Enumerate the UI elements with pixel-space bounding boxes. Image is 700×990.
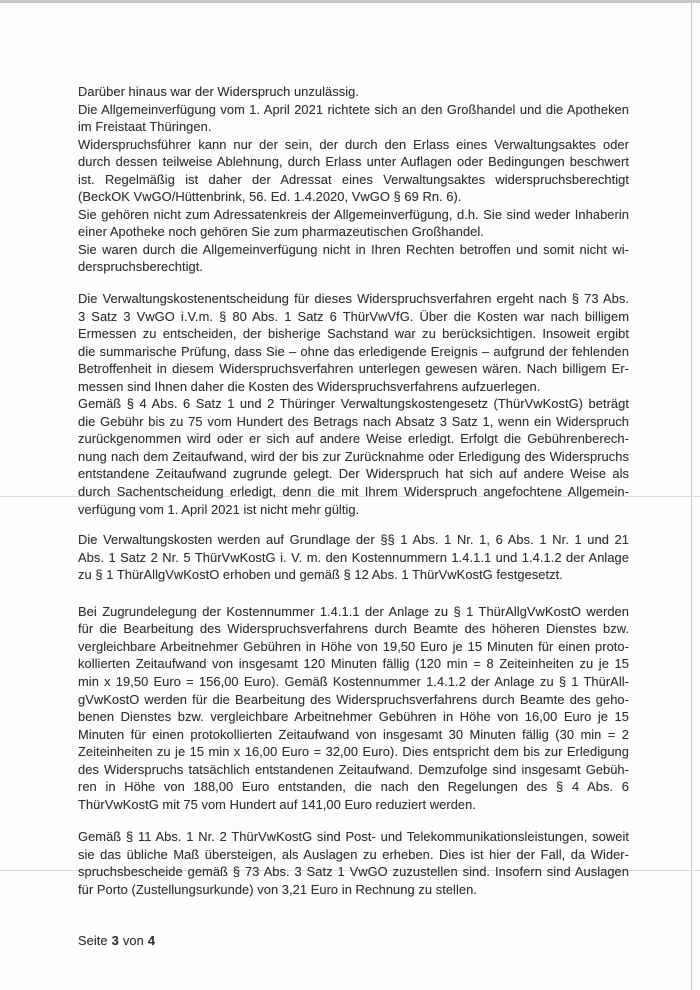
section-cost-decision: [78, 290, 629, 518]
text-line: ThürVwKostG mit 75 vom Hundert auf 141,00 Euro reduziert werden.: [78, 796, 476, 812]
text-line: Betroffenheit in diesem Widerspruchsverfahren unterlegen gewesen wären. Nach billigem Er-: [78, 361, 629, 377]
text-line: nung nach dem Zeitaufwand, wird der bis zur Zurücknahme oder Erledigung des Widerspruchs: [78, 448, 629, 464]
text-line: die Gebühr bis zu 75 vom Hundert des Betrags nach Absatz 3 Satz 1, wenn ein Widerspruch: [78, 413, 629, 429]
text-line: Minuten für einen protokollierten Zeitaufwand von insgesamt 30 Minuten fällig (30 min = 2: [78, 726, 629, 742]
text-line: entstandene Zeitaufwand zugrunde gelegt. Der Widerspruch hat sich auf andere Weise als: [78, 466, 629, 482]
page-footer: [78, 932, 629, 950]
section-legal-basis: [78, 531, 629, 584]
section-postage-expenses: [78, 828, 629, 898]
text-line: Gemäß § 11 Abs. 1 Nr. 2 ThürVwKostG sind Post- und Telekommunikationsleistungen, soweit: [78, 829, 629, 845]
text-line: messen sind Ihnen daher die Kosten des Widerspruchsverfahrens aufzuerlegen.: [78, 378, 541, 394]
text-line: Sie waren durch die Allgemeinverfügung nicht in Ihren Rechten betroffen und somit nicht wi-: [78, 241, 629, 257]
text-line: Sie gehören nicht zum Adressatenkreis der Allgemeinverfügung, d.h. Sie sind weder Inhaberin: [78, 206, 629, 222]
text-line: ist. Regelmäßig ist daher der Adressat eines Verwaltungsaktes widerspruchsberechtigt: [78, 171, 629, 187]
text-line: Darüber hinaus war der Widerspruch unzulässig.: [78, 84, 360, 99]
text-line: Abs. 1 Satz 2 Nr. 5 ThürVwKostG i. V. m. den Kostennummern 1.4.1.1 und 1.4.1.2 der Anlage: [78, 549, 629, 565]
text-line: zurückgenommen wird oder er sich auf andere Weise erledigt. Erfolgt die Gebührenberech-: [78, 431, 629, 447]
text-line: für die Bearbeitung des Widerspruchsverfahrens durch Beamte des höheren Dienstes bzw.: [78, 621, 629, 637]
text-line: Bei Zugrundelegung der Kostennummer 1.4.1.1 der Anlage zu § 1 ThürAllgVwKostO werden: [78, 603, 629, 619]
text-line: für Porto (Zustellungsurkunde) von 3,21 Euro in Rechnung zu stellen.: [78, 881, 477, 897]
text-line: die summarische Prüfung, dass Sie – ohne das erledigende Ereignis – aufgrund der fehlenden: [78, 343, 629, 359]
text-line: Die Verwaltungskosten werden auf Grundlage der §§ 1 Abs. 1 Nr. 1, 6 Abs. 1 Nr. 1 und 21: [78, 532, 629, 548]
scan-edge-top: [0, 0, 700, 3]
footer-page-number: 3: [111, 932, 119, 948]
text-line: ren in Höhe von 188,00 Euro entstanden, die nach den Regelungen des § 4 Abs. 6: [78, 779, 629, 795]
text-line: gVwKostO werden für die Bearbeitung des Widerspruchsverfahrens durch Beamte des geho-: [78, 691, 629, 707]
text-line: (BeckOK VwGO/Hüttenbrink, 56. Ed. 1.4.2020, VwGO § 69 Rn. 6).: [78, 189, 462, 205]
footer-total-pages: 4: [147, 932, 156, 948]
text-line: durch Sachentscheidung erledigt, denn die mit Ihrem Widerspruch angefochtene Allgemein-: [78, 484, 629, 500]
text-line: Die Verwaltungskostenentscheidung für dieses Widerspruchsverfahren ergeht nach § 73 Abs.: [78, 291, 629, 307]
text-line: Zeiteinheiten zu je 15 min x 16,00 Euro = 32,00 Euro). Dies entspricht dem bis zur Erledigung: [78, 744, 629, 760]
text-line: verfügung vom 1. April 2021 ist nicht mehr gültig.: [78, 501, 360, 517]
text-line: durch dessen teilweise Ablehnung, durch Erlass unter Auflagen oder Bedingungen beschwert: [78, 154, 629, 170]
text-line: spruchsbescheide gemäß § 73 Abs. 3 Satz 1 VwGO zuzustellen sind. Insofern sind Auslagen: [78, 864, 629, 880]
text-line: Ermessen zu entscheiden, der bisherige Sachstand war zu berücksichtigen. Insoweit ergibt: [78, 326, 629, 342]
footer-prefix: Seite: [78, 932, 108, 948]
text-line: min x 19,50 Euro = 156,00 Euro). Gemäß Kostennummer 1.4.1.2 der Anlage zu § 1 ThürAll-: [78, 673, 629, 689]
section-admissibility: [78, 83, 629, 276]
text-line: vergleichbare Arbeitnehmer Gebühren in Höhe von 19,50 Euro je 15 Minuten für einen proto-: [78, 638, 629, 654]
footer-conjunction: von: [122, 932, 144, 948]
text-block: [78, 83, 629, 949]
text-line: kollierten Zeitaufwand von insgesamt 120 Minuten fällig (120 min = 8 Zeiteinheiten zu je 15: [78, 656, 629, 672]
text-line: derspruchsberechtigt.: [78, 259, 204, 275]
text-line: benen Dienstes bzw. vergleichbare Arbeitnehmer Gebühren in Höhe von 16,00 Euro je 15: [78, 709, 629, 725]
text-line: im Freistaat Thüringen.: [78, 119, 212, 135]
text-line: des Widerspruchs tatsächlich entstandenen Zeitaufwand. Demzufolge sind insgesamt Gebüh-: [78, 761, 629, 777]
text-line: 3 Satz 3 VwGO i.V.m. § 80 Abs. 1 Satz 6 ThürVwVfG. Über die Kosten war nach billigem: [78, 308, 629, 324]
text-line: Die Allgemeinverfügung vom 1. April 2021 richtete sich an den Großhandel und die Apotheken: [78, 101, 629, 117]
text-line: sie das übliche Maß übersteigen, als Auslagen zu erheben. Dies ist hier der Fall, da Wider-: [78, 846, 629, 862]
text-line: einer Apotheke noch gehören Sie zum pharmazeutischen Großhandel.: [78, 224, 484, 240]
text-line: Widerspruchsführer kann nur der sein, der durch den Erlass eines Verwaltungsaktes oder: [78, 136, 629, 152]
text-line: zu § 1 ThürAllgVwKostO erhoben und gemäß § 12 Abs. 1 ThürVwKostG festgesetzt.: [78, 567, 563, 583]
section-fee-calculation: [78, 603, 629, 814]
text-line: Gemäß § 4 Abs. 6 Satz 1 und 2 Thüringer Verwaltungskostengesetz (ThürVwKostG) beträgt: [78, 396, 629, 412]
scan-edge-right: [691, 0, 692, 990]
